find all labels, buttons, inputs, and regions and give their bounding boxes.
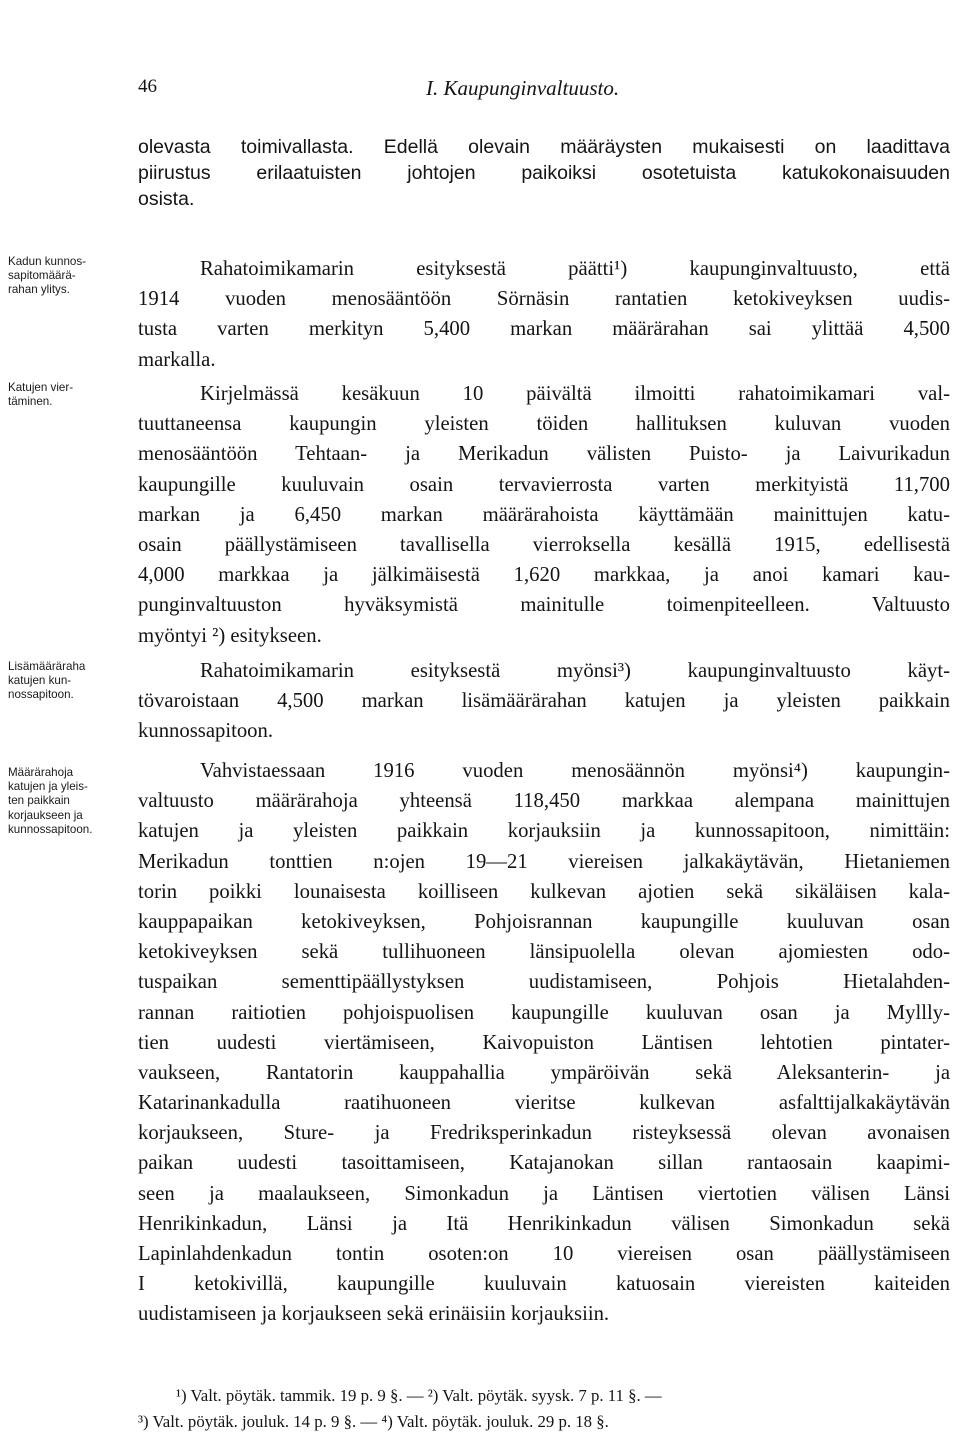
text-line: tuspaikan sementtipäällystyksen uudistamiseen, Pohjois Hietalahden- bbox=[138, 971, 950, 994]
text-line: Merikadun tonttien n:ojen 19—21 viereisen jalkakäytävän, Hietaniemen bbox=[138, 850, 950, 873]
text-line: Lapinlahdenkadun tontin osoten:on 10 viereisen osan päällystämiseen bbox=[138, 1243, 950, 1265]
note-line: katujen ja yleis- bbox=[8, 780, 88, 794]
text-line: myöntyi ²) esitykseen. bbox=[138, 624, 322, 647]
text-line: rannan raitiotien pohjoispuolisen kaupungille kuuluvan osan ja Myllly- bbox=[138, 1001, 950, 1024]
text-line: seen ja maalaukseen, Simonkadun ja Läntisen viertotien välisen Länsi bbox=[138, 1182, 950, 1205]
note-line: Kadun kunnos- bbox=[8, 255, 86, 268]
paragraph-additional-appropriation bbox=[138, 656, 950, 747]
text-line: I ketokivillä, kaupungille kuuluvain katuosain viereisten kaiteiden bbox=[138, 1273, 950, 1296]
text-line: katujen ja yleisten paikkain korjauksiin ja kunnossapitoon, nimittäin: bbox=[138, 820, 950, 843]
note-line: korjaukseen ja bbox=[8, 808, 83, 822]
footnote-line: ³) Valt. pöytäk. jouluk. 14 p. 9 §. — ⁴) Valt. pöytäk. jouluk. 29 p. 18 §. bbox=[138, 1412, 609, 1431]
text-line: 4,000 markkaa ja jälkimäisestä 1,620 markkaa, ja anoi kamari kau- bbox=[138, 564, 950, 587]
note-line: kunnossapitoon. bbox=[8, 822, 93, 836]
text-line: osain päällystämiseen tavallisella vierroksella kesällä 1915, edellisestä bbox=[138, 533, 950, 556]
text-line: tien uudesti viertämiseen, Kaivopuiston Läntisen lehtotien pintater- bbox=[138, 1031, 950, 1054]
paragraph-street-rolling bbox=[138, 379, 950, 651]
running-title: I. Kaupunginvaltuusto. bbox=[426, 76, 620, 100]
margin-note-street-rolling bbox=[8, 381, 148, 409]
note-line: katujen kun- bbox=[8, 674, 72, 688]
text-line: markalla. bbox=[138, 348, 216, 371]
text-line: olevasta toimivallasta. Edellä olevain määräysten mukaisesti on laadittava bbox=[138, 136, 950, 158]
footnote-line: ¹) Valt. pöytäk. tammik. 19 p. 9 §. — ²) Valt. pöytäk. syysk. 7 p. 11 §. — bbox=[176, 1386, 662, 1405]
note-line: nossapitoon. bbox=[8, 688, 74, 702]
text-line: markan ja 6,450 markan määrärahoista käyttämään mainittujen katu- bbox=[138, 503, 950, 526]
text-line: Rahatoimikamarin esityksestä myönsi³) kaupunginvaltuusto käyt- bbox=[200, 660, 950, 682]
note-line: täminen. bbox=[8, 395, 53, 409]
text-line: paikan uudesti tasoittamiseen, Katajanokan sillan rantaosain kaapimi- bbox=[138, 1152, 950, 1175]
text-line: kaupungille kuuluvain osain tervavierrosta varten merkityistä 11,700 bbox=[138, 473, 950, 496]
margin-note-street-maintenance-overrun bbox=[8, 255, 148, 298]
text-line: tövaroistaan 4,500 markan lisämäärärahan katujen ja yleisten paikkain bbox=[138, 690, 950, 713]
text-line: punginvaltuuston hyväksymistä mainitulle toimenpiteelleen. Valtuusto bbox=[138, 594, 950, 617]
text-line: Vahvistaessaan 1916 vuoden menosäännön myönsi⁴) kaupungin- bbox=[200, 760, 950, 782]
text-line: kunnossapitoon. bbox=[138, 720, 274, 743]
text-line: torin poikki lounaisesta koilliseen kulkevan ajotien sekä sikäläisen kala- bbox=[138, 880, 950, 903]
footnotes bbox=[138, 1383, 950, 1435]
text-line: valtuusto määrärahoja yhteensä 118,450 markkaa alempana mainittujen bbox=[138, 790, 950, 813]
text-line: ketokiveyksen sekä tullihuoneen länsipuolella olevan ajomiesten odo- bbox=[138, 941, 950, 964]
paragraph-overrun bbox=[138, 254, 950, 375]
text-line: menosääntöön Tehtaan- ja Merikadun välisten Puisto- ja Laivurikadun bbox=[138, 443, 950, 466]
note-line: Määrärahoja bbox=[8, 766, 74, 779]
note-line: rahan ylitys. bbox=[8, 283, 70, 297]
text-line: uudistamiseen ja korjaukseen sekä erinäisiin korjauksiin. bbox=[138, 1303, 610, 1326]
text-line: piirustus erilaatuisten johtojen paikoiksi osotetuista katukokonaisuuden bbox=[138, 162, 950, 184]
page-header bbox=[138, 76, 960, 100]
text-line: tusta varten merkityn 5,400 markan määrärahan sai ylittää 4,500 bbox=[138, 318, 950, 341]
text-line: Henrikinkadun, Länsi ja Itä Henrikinkadun välisen Simonkadun sekä bbox=[138, 1212, 950, 1235]
text-line: Katarinankadulla raatihuoneen vieritse kulkevan asfalttijalkakäytävän bbox=[138, 1092, 950, 1115]
margin-note-additional-appropriation bbox=[8, 660, 148, 703]
text-line: kauppapaikan ketokiveyksen, Pohjoisrannan kaupungille kuuluvan osan bbox=[138, 910, 950, 933]
page-number: 46 bbox=[138, 76, 157, 97]
text-line: Rahatoimikamarin esityksestä päätti¹) kaupunginvaltuusto, että bbox=[200, 258, 950, 280]
note-line: Katujen vier- bbox=[8, 381, 74, 394]
paragraph-appropriations-repairs bbox=[138, 756, 950, 1330]
text-line: Kirjelmässä kesäkuun 10 päivältä ilmoitti rahatoimikamari val- bbox=[200, 383, 950, 405]
note-line: ten paikkain bbox=[8, 794, 70, 808]
note-line: sapitomäärä- bbox=[8, 269, 76, 283]
text-line: osista. bbox=[138, 188, 195, 210]
text-line: 1914 vuoden menosääntöön Sörnäsin rantatien ketokiveyksen uudis- bbox=[138, 288, 950, 311]
text-line: korjaukseen, Sture- ja Fredriksperinkadun risteyksessä olevan avonaisen bbox=[138, 1122, 950, 1145]
note-line: Lisämääräraha bbox=[8, 660, 86, 673]
text-line: vaukseen, Rantatorin kauppahallia ympäröivän sekä Aleksanterin- ja bbox=[138, 1061, 950, 1084]
intro-paragraph bbox=[138, 134, 950, 212]
text-line: tuuttaneensa kaupungin yleisten töiden hallituksen kuluvan vuoden bbox=[138, 413, 950, 436]
margin-note-appropriations-repairs bbox=[8, 766, 148, 837]
